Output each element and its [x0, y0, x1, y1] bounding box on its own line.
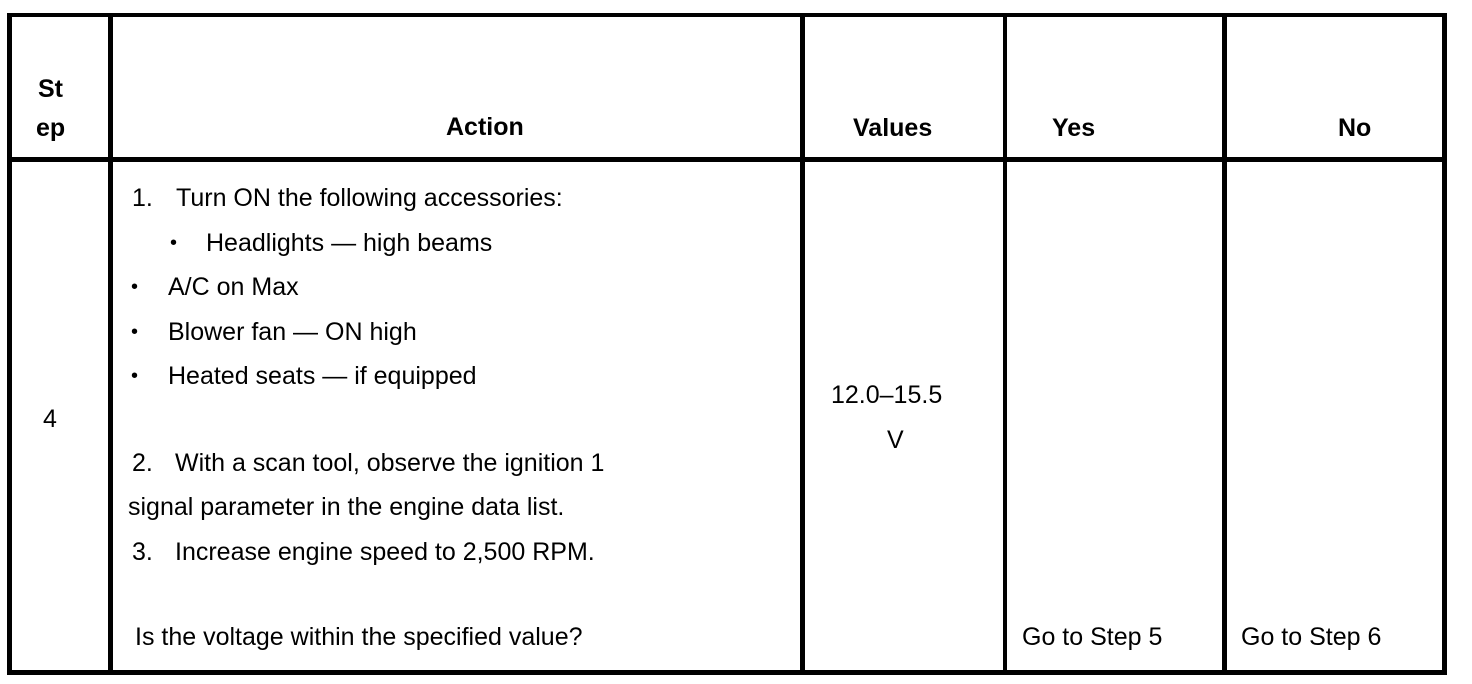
action-item1-text: Turn ON the following accessories: [176, 184, 563, 212]
action-item1-number: 1. [132, 184, 153, 212]
action-item2-line1: With a scan tool, observe the ignition 1 [175, 449, 605, 477]
yes-result: Go to Step 5 [1022, 623, 1163, 651]
table-border-left [7, 13, 12, 675]
column-divider-action-values [800, 13, 805, 675]
column-divider-yes-no [1222, 13, 1227, 675]
header-yes: Yes [1052, 114, 1096, 142]
header-divider [7, 157, 1447, 162]
table-border-right [1442, 13, 1447, 675]
step-number: 4 [43, 405, 57, 433]
bullet-marker: • [170, 232, 178, 254]
column-divider-values-yes [1003, 13, 1007, 675]
action-item3-text: Increase engine speed to 2,500 RPM. [175, 538, 595, 566]
bullet-marker: • [131, 276, 139, 298]
values-range: 12.0–15.5 [831, 381, 943, 409]
no-result: Go to Step 6 [1241, 623, 1382, 651]
header-step-line1: St [38, 75, 63, 103]
header-step-line2: ep [36, 114, 66, 142]
table-border-top [7, 13, 1447, 17]
header-action: Action [446, 113, 524, 141]
bullet-heated-seats: Heated seats — if equipped [168, 362, 477, 390]
action-question: Is the voltage within the specified value? [135, 623, 583, 651]
header-values: Values [853, 114, 933, 142]
table-border-bottom [7, 670, 1447, 675]
bullet-blower: Blower fan — ON high [168, 318, 417, 346]
bullet-headlights: Headlights — high beams [206, 229, 493, 257]
action-item2-line2: signal parameter in the engine data list. [128, 493, 565, 521]
bullet-marker: • [131, 321, 139, 343]
bullet-marker: • [131, 365, 139, 387]
action-item3-number: 3. [132, 538, 153, 566]
values-unit: V [887, 426, 904, 454]
action-item2-number: 2. [132, 449, 153, 477]
bullet-ac: A/C on Max [168, 273, 299, 301]
header-no: No [1338, 114, 1372, 142]
column-divider-step-action [108, 13, 113, 675]
